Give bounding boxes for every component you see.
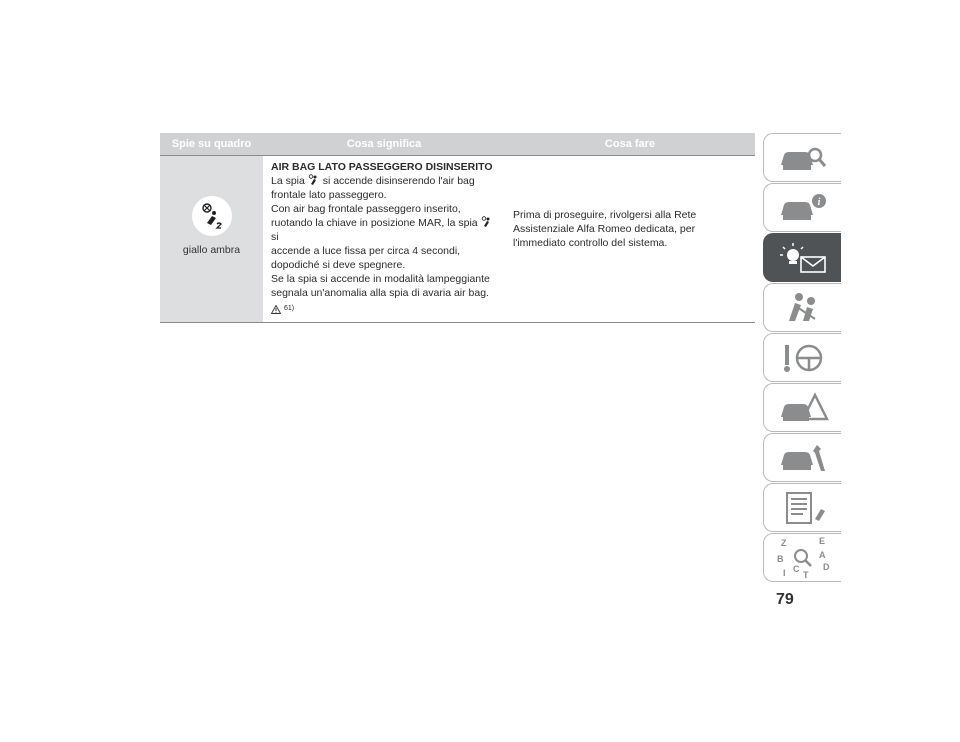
index-letter: D bbox=[822, 561, 829, 572]
desc-line: La spia si accende disinserendo l'air bag bbox=[271, 175, 475, 187]
desc-line: dopodiché si deve spegnere. bbox=[271, 259, 406, 271]
car-inspection-icon bbox=[775, 139, 831, 177]
desc-line: Se la spia si accende in modalità lampeggiante bbox=[271, 273, 490, 285]
car-info-icon bbox=[775, 189, 831, 227]
tab-index[interactable] bbox=[763, 533, 841, 582]
index-letter: C bbox=[792, 563, 799, 574]
table-header bbox=[160, 133, 755, 155]
tab-car-info[interactable] bbox=[763, 183, 841, 232]
index-letter: Z bbox=[780, 537, 786, 548]
index-letter: I bbox=[782, 567, 786, 578]
technical-data-icon bbox=[775, 489, 831, 527]
desc-line: accende a luce fissa per circa 4 secondi, bbox=[271, 245, 461, 257]
seat-safety-icon bbox=[775, 289, 831, 327]
desc-line: segnala un'anomalia alla spia di avaria air bag. bbox=[271, 287, 489, 299]
car-maintenance-icon bbox=[775, 439, 831, 477]
warning-light-message-icon bbox=[775, 239, 831, 277]
warning-title: AIR BAG LATO PASSEGGERO DISINSERITO bbox=[271, 161, 493, 173]
index-letter: A bbox=[818, 549, 825, 560]
index-letter: B bbox=[776, 553, 783, 564]
svg-text:i: i bbox=[817, 196, 820, 208]
passenger-airbag-off-icon bbox=[192, 196, 232, 236]
warning-triangle-icon bbox=[271, 305, 281, 314]
desc-line: ruotando la chiave in posizione MAR, la spia si bbox=[271, 216, 499, 244]
tab-maintenance[interactable] bbox=[763, 433, 841, 482]
passenger-airbag-inline-icon bbox=[308, 174, 320, 186]
tab-technical-data[interactable] bbox=[763, 483, 841, 532]
steering-wheel-icon bbox=[775, 339, 831, 377]
emergency-triangle-icon bbox=[775, 389, 831, 427]
chapter-tabs bbox=[763, 133, 841, 583]
table-row bbox=[160, 155, 755, 323]
action-line: l'immediato controllo del sistema. bbox=[513, 237, 668, 249]
action-line: Prima di proseguire, rivolgersi alla Rete bbox=[513, 209, 697, 221]
action-cell bbox=[505, 156, 755, 322]
index-letter: T bbox=[802, 569, 808, 580]
passenger-airbag-inline-icon bbox=[481, 216, 493, 228]
header-meaning: Cosa significa bbox=[346, 138, 422, 150]
index-letters-icon bbox=[773, 536, 833, 580]
header-lamps: Spie su quadro bbox=[171, 138, 252, 150]
tab-emergency[interactable] bbox=[763, 383, 841, 432]
warning-reference: 61) bbox=[271, 302, 499, 316]
header-action: Cosa fare bbox=[604, 138, 656, 150]
action-line: Assistenziale Alfa Romeo dedicata, per bbox=[513, 223, 696, 235]
page-number: 79 bbox=[776, 591, 794, 608]
desc-line: Con air bag frontale passeggero inserito, bbox=[271, 203, 461, 215]
tab-warning-lights[interactable] bbox=[763, 233, 841, 282]
lamp-color-label: giallo ambra bbox=[182, 244, 241, 256]
warning-lights-table bbox=[160, 133, 755, 323]
tab-safety[interactable] bbox=[763, 283, 841, 332]
meaning-cell bbox=[263, 156, 505, 322]
index-letter: E bbox=[818, 535, 825, 546]
tab-starting-driving[interactable] bbox=[763, 333, 841, 382]
lamp-cell bbox=[160, 156, 263, 322]
tab-car-inspection[interactable] bbox=[763, 133, 841, 182]
desc-line: frontale lato passeggero. bbox=[271, 189, 387, 201]
